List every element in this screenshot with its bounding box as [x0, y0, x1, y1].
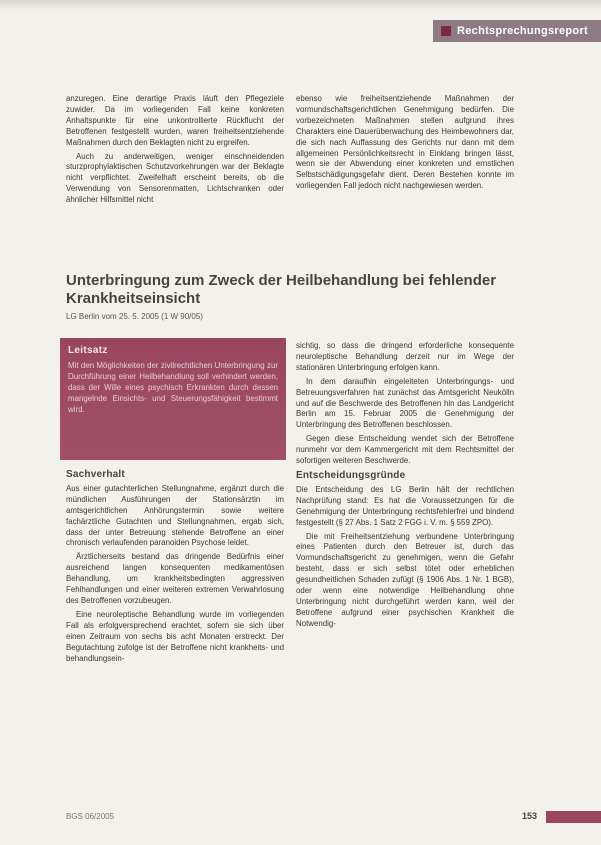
right-article-column	[296, 341, 514, 633]
paragraph: Eine neuroleptische Behandlung wurde im vorliegenden Fall als erfolgversprechend erachtet, sofern sie sich über einen Zeitraum von sechs bis acht Monaten erstreckt. Der Begutachtung zufolge ist der Betroffene nicht krankheits- und behandlungsein-	[66, 609, 284, 663]
top-right-column	[296, 94, 514, 195]
sachverhalt-heading: Sachverhalt	[66, 469, 125, 480]
entscheidungsgruende-heading: Entscheidungsgründe	[296, 469, 406, 481]
leitsatz-text: Mit den Möglichkeiten der zivilrechtlichen Unterbringung zur Durchführung einer Heilbehandlung soll verhindert werden, dass der Wille eines psychisch Erkrankten durch dessen mangelnde Einsichts- und Steuerungsfähigkeit bestimmt wird.	[68, 361, 278, 414]
paragraph: Gegen diese Entscheidung wendet sich der Betroffene nunmehr vor dem Kammergericht mit dem Rechtsmittel der sofortigen weiteren Beschwerde.	[296, 434, 514, 466]
top-left-column	[66, 94, 284, 209]
scan-edge	[0, 0, 601, 10]
sachverhalt-column	[66, 466, 284, 667]
leitsatz-heading: Leitsatz	[68, 345, 108, 356]
paragraph: anzuregen. Eine derartige Praxis läuft den Pflegeziele zuwider. Da im vorliegenden Fall keine konkreten Anhaltspunkte für eine unkontrollierte Rückflucht der Betroffenen festgestellt wurden, waren freiheitsentziehende Maßnahmen durch den Beklagten nicht zu ergreifen.	[66, 94, 284, 147]
paragraph: In dem daraufhin eingeleiteten Unterbringungs- und Betreuungsverfahren hat zunächst das Amtsgericht Neukölln und auf die Beschwerde des Betroffenen hin das Landgericht Berlin am 15. Februar 2005 die Genehmigung der Unterbringung des Betroffenen beschlossen.	[296, 376, 514, 430]
paragraph: Die Entscheidung des LG Berlin hält der rechtlichen Nachprüfung stand: Es hat die Voraussetzungen für die Genehmigung der Unterbringung rechtsfehlerfrei und bindend festgestellt (§ 27 Abs. 1 Satz 2 FGG i. V. m. § 559 ZPO).	[296, 484, 514, 527]
paragraph: Ärztlicherseits bestand das dringende Bedürfnis einer ausreichend langen konsequenten medikamentösen Behandlung, um krankheitsbedingten aggressiven Fehlhandlungen und einer weiteren extremen Verwahrlosung des Betroffenen vorzubeugen.	[66, 552, 284, 605]
section-tab	[433, 20, 601, 42]
section-marker-icon	[441, 26, 451, 36]
article-title: Unterbringung zum Zweck der Heilbehandlung bei fehlender Krankheitseinsicht	[66, 272, 497, 307]
page-number: 153	[522, 811, 538, 821]
footer-journal-label: BGS 06/2005	[66, 812, 115, 821]
leitsatz-box	[60, 338, 286, 460]
section-tab-label: Rechtsprechungsreport	[457, 25, 588, 37]
article-citation: LG Berlin vom 25. 5. 2005 (1 W 90/05)	[66, 312, 203, 321]
paragraph: Aus einer gutachterlichen Stellungnahme, ergänzt durch die mündlichen Ausführungen der Stationsärztin im amtsgerichtlichen Anhörungstermin sowie weitere fachärztliche Gutachten und Stellungnahmen, ergab sich, dass der unter Betreuung stehende Betroffene an einer chronisch verlaufenden paranoiden Psychose leidet.	[66, 483, 284, 548]
paragraph: Auch zu anderweitigen, weniger einschneidenden sturzprophylaktischen Schutzvorkehrungen war der Beklagte nicht verpflichtet. Zweifelhaft erscheint bereits, ob die Verwendung von Sensorenmatten, Lichtschranken oder ähnlicher Hilfsmittel nicht	[66, 151, 284, 205]
page-accent-bar	[546, 811, 601, 823]
paragraph: sichtig, so dass die dringend erforderliche konsequente neuroleptische Behandlung derzeit nur im Wege der stationären Unterbringung erfolgen kann.	[296, 341, 514, 372]
paragraph: ebenso wie freiheitsentziehende Maßnahmen der vormundschaftsgerichtlichen Genehmigung bedürfen. Die vorbezeichneten Maßnahmen stellen aufgrund ihres Charakters eine Dauerüberwachung des Heimbewohners dar, die sich nach Auffassung des Gerichts nur dann mit dem allgemeinen Persönlichkeitsrecht in Einklang bringen lässt, wenn sie der Abwendung einer konkreten und ernstlichen Selbstschädigungsgefahr dient. Deren Bestehen konnte im vorliegenden Fall jedoch nicht nachgewiesen werden.	[296, 94, 514, 191]
paragraph: Die mit Freiheitsentziehung verbundene Unterbringung eines Patienten durch den Betreuer ist, durch das Vormundschaftsgericht zu genehmigen, wenn die Gefahr besteht, dass er sich selbst tötet oder erheblichen gesundheitlichen Schaden zufügt (§ 1906 Abs. 1 Nr. 1 BGB), oder wenn eine notwendige Heilbehandlung ohne Unterbringung nicht durchgeführt werden kann, weil der Betroffene aufgrund einer psychischen Krankheit die Notwendig-	[296, 531, 514, 628]
